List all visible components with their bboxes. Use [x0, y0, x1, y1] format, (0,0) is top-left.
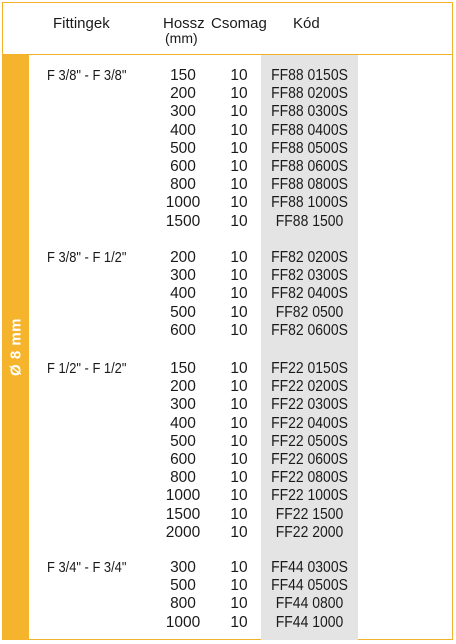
table-row: [3, 122, 452, 140]
length-cell: 300: [170, 267, 196, 285]
table-row: [3, 322, 452, 340]
table-row: [3, 451, 452, 469]
length-cell: 500: [170, 303, 196, 321]
code-cell: FF82 0500: [275, 303, 344, 321]
code-cell: FF22 2000: [275, 523, 344, 541]
table-row: [3, 194, 452, 212]
code-cell: FF22 1500: [275, 505, 344, 523]
fitting-label: F 1/2" - F 1/2": [47, 360, 127, 377]
pack-cell: 10: [230, 559, 248, 576]
fitting-label: F 3/8" - F 3/8": [47, 67, 127, 84]
code-cell: FF88 0300S: [271, 103, 348, 121]
code-cell: FF22 1000S: [271, 487, 348, 505]
length-cell: 500: [170, 139, 196, 157]
code-cell: FF44 0500S: [271, 577, 348, 595]
table-header: [3, 3, 452, 55]
table-row: [3, 614, 452, 632]
pack-cell: 10: [230, 85, 248, 103]
length-cell: 400: [170, 121, 196, 139]
length-cell: 1500: [165, 505, 201, 523]
length-cell: 400: [170, 414, 196, 432]
length-cell: 1000: [165, 194, 201, 212]
pack-cell: 10: [230, 577, 248, 595]
code-cell: FF82 0600S: [271, 321, 348, 339]
header-csomag: Csomag: [211, 15, 267, 32]
pack-cell: 10: [230, 303, 248, 321]
fitting-label: F 3/8" - F 1/2": [47, 249, 127, 266]
length-cell: 300: [170, 103, 196, 121]
table-row: [3, 158, 452, 176]
pack-cell: 10: [230, 595, 248, 613]
table-row: [3, 85, 452, 103]
code-cell: FF88 1500: [275, 212, 344, 230]
length-cell: 300: [170, 559, 196, 576]
table-row: [3, 559, 452, 577]
table-row: [3, 396, 452, 414]
pack-cell: 10: [230, 469, 248, 487]
code-cell: FF22 0150S: [271, 360, 348, 377]
code-cell: FF22 0200S: [271, 378, 348, 396]
pack-cell: 10: [230, 378, 248, 396]
table-row: [3, 267, 452, 285]
fitting-label: F 3/4" - F 3/4": [47, 559, 127, 576]
pack-cell: 10: [230, 103, 248, 121]
code-cell: FF88 1000S: [271, 194, 348, 212]
pack-cell: 10: [230, 212, 248, 230]
length-cell: 200: [170, 378, 196, 396]
table-row: [3, 360, 452, 378]
pack-cell: 10: [230, 194, 248, 212]
table-row: [3, 140, 452, 158]
length-cell: 400: [170, 285, 196, 303]
length-cell: 150: [170, 67, 196, 84]
pack-cell: 10: [230, 139, 248, 157]
pack-cell: 10: [230, 158, 248, 175]
length-cell: 2000: [165, 523, 201, 541]
table-row: [3, 577, 452, 595]
table-row: [3, 213, 452, 231]
pack-cell: 10: [230, 267, 248, 285]
length-cell: 1500: [165, 212, 201, 230]
length-cell: 800: [170, 469, 196, 487]
code-cell: FF82 0300S: [271, 267, 348, 285]
pack-cell: 10: [230, 67, 248, 84]
header-hossz: Hossz: [163, 15, 205, 32]
table-row: [3, 249, 452, 267]
table-row: [3, 67, 452, 85]
pack-cell: 10: [230, 285, 248, 303]
code-cell: FF22 0600S: [271, 451, 348, 468]
header-fittingek: Fittingek: [53, 15, 110, 32]
code-cell: FF44 0800: [275, 595, 344, 613]
header-hossz-unit: (mm): [165, 30, 198, 46]
length-cell: 1000: [165, 487, 201, 505]
table-row: [3, 487, 452, 505]
pack-cell: 10: [230, 249, 248, 266]
table-row: [3, 433, 452, 451]
code-cell: FF22 0400S: [271, 414, 348, 432]
length-cell: 500: [170, 577, 196, 595]
table-row: [3, 378, 452, 396]
pack-cell: 10: [230, 487, 248, 505]
length-cell: 500: [170, 432, 196, 450]
table-row: [3, 595, 452, 613]
length-cell: 600: [170, 158, 196, 175]
table-row: [3, 285, 452, 303]
pack-cell: 10: [230, 176, 248, 194]
code-cell: FF44 0300S: [271, 559, 348, 576]
code-cell: FF88 0800S: [271, 176, 348, 194]
code-cell: FF88 0600S: [271, 158, 348, 175]
pack-cell: 10: [230, 432, 248, 450]
length-cell: 600: [170, 321, 196, 339]
pack-cell: 10: [230, 396, 248, 414]
length-cell: 150: [170, 360, 196, 377]
code-cell: FF88 0150S: [271, 67, 348, 84]
length-cell: 1000: [165, 613, 201, 631]
table-row: [3, 506, 452, 524]
length-cell: 200: [170, 85, 196, 103]
code-cell: FF44 1000: [275, 613, 344, 631]
code-cell: FF22 0800S: [271, 469, 348, 487]
pack-cell: 10: [230, 451, 248, 468]
code-cell: FF22 0500S: [271, 432, 348, 450]
table-row: [3, 415, 452, 433]
pack-cell: 10: [230, 360, 248, 377]
product-table: [2, 2, 453, 640]
code-cell: FF88 0200S: [271, 85, 348, 103]
pack-cell: 10: [230, 321, 248, 339]
table-row: [3, 524, 452, 542]
length-cell: 800: [170, 595, 196, 613]
code-cell: FF82 0200S: [271, 249, 348, 266]
code-cell: FF22 0300S: [271, 396, 348, 414]
length-cell: 200: [170, 249, 196, 266]
size-label: Ø 8 mm: [7, 317, 25, 377]
code-cell: FF88 0400S: [271, 121, 348, 139]
pack-cell: 10: [230, 613, 248, 631]
table-row: [3, 176, 452, 194]
pack-cell: 10: [230, 414, 248, 432]
code-cell: FF82 0400S: [271, 285, 348, 303]
code-cell: FF88 0500S: [271, 139, 348, 157]
pack-cell: 10: [230, 523, 248, 541]
table-row: [3, 103, 452, 121]
pack-cell: 10: [230, 505, 248, 523]
length-cell: 600: [170, 451, 196, 468]
table-row: [3, 469, 452, 487]
header-kod: Kód: [293, 15, 320, 32]
length-cell: 800: [170, 176, 196, 194]
table-row: [3, 304, 452, 322]
length-cell: 300: [170, 396, 196, 414]
pack-cell: 10: [230, 121, 248, 139]
